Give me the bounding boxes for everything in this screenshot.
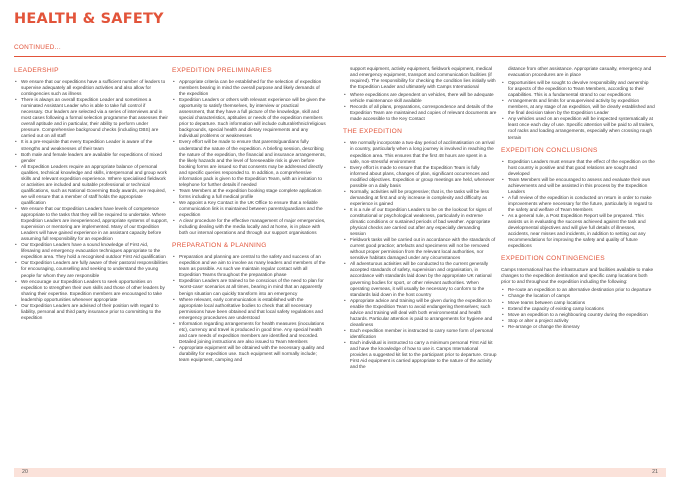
page-number-right: 21	[652, 469, 658, 475]
list-item: • Records of all plans, preparations, correspondence and details of the Expedition Team are maintained and copies of relevant documents are made accessible to the Key Contact	[343, 104, 497, 122]
leadership-list	[14, 79, 168, 321]
list-item: • We normally incorporate a two-day period of acclimatisation on arrival in country, particularly when a long journey is involved in reaching the expedition area. This ensures that the first 48 hours are spent in a safe, non-stressful environment	[343, 140, 497, 164]
list-item: • Each individual is instructed to carry a minimum personal First Aid kit and have the knowledge of how to use it. Camps International provides a suggested kit list to the participant prior to departure. Group First Aid equipment is carried appropriate to the nature of the activity and the	[343, 340, 497, 370]
section-heading-contingencies: EXPEDITION CONTINGENCIES	[501, 255, 605, 263]
list-item: • Preparation and planning are central to the safety and success of an expedition and we aim to involve as many leaders and members of the team as possible. As such we maintain regular contact with all Expedition Teams throughout the preparation phase	[172, 254, 326, 278]
list-item: • Team Members at the expedition booking stage complete application forms including a full medical profile	[172, 188, 326, 200]
page-title: HEALTH & SAFETY	[14, 11, 164, 27]
list-item: • Expedition Leaders are trained to be conscious of the need to plan for 'worst-case' scenarios at all times, bearing in mind that an apparently benign situation can quickly transform into an emergency	[172, 278, 326, 296]
list-item: • A clear procedure for the effective management of major emergencies, including dealing with the media locally and at home, is in place with both our internal operations and through our support organisations	[172, 218, 326, 236]
list-item: • Where relevant, early communication is established with the appropriate local authoritative bodies to check that all necessary permissions have been obtained and that local safety regulations and emergency procedures are understood	[172, 297, 326, 321]
list-item: • We ensure that our Expedition Leaders have levels of competence appropriate to the tasks that they will be required to undertake. Where Expedition Leaders are inexperienced, appropriate systems of support, supervision or mentoring are implemented. Many of our Expedition Leaders will have gained experience in an assistant capacity before assuming full responsibility for an expedition	[14, 206, 168, 242]
list-item: • Every effort will be made to ensure that parents/guardians fully understand the nature of the expedition. A briefing session, describing the nature of the expedition, the financial and insurance arrangements, the likely hazards and the level of foreseeable risk is given before booking forms are issued so that consents may be addressed directly and specific queries responded to. In addition, a comprehensive information pack is given to the Expedition Team, with an invitation to telephone for further details if needed	[172, 139, 326, 187]
page-subtitle: CONTINUED...	[14, 44, 61, 51]
list-item: • Change the location of camps	[501, 293, 655, 299]
section-heading-conclusions: EXPEDITION CONCLUSIONS	[501, 146, 598, 154]
list-item: • Information regarding arrangements for health measures (inoculations etc), currency and travel is produced in good time. Any special health and care needs of expedition members are identified and recorded. Detailed joining instructions are also issued to Team Members	[172, 321, 326, 345]
list-item: • Re-route an expedition to an alternative destination prior to departure	[501, 287, 655, 293]
column-conclusions	[501, 66, 655, 330]
column-leadership	[14, 66, 168, 321]
list-item: • Our Expedition Leaders are fully aware of their pastoral responsibilities for encouraging, counselling and seeking to understand the young people for whom they are responsible	[14, 260, 168, 278]
list-item: • Each expedition member is instructed to carry some form of personal identification	[343, 328, 497, 340]
list-item: • Appropriate equipment will be obtained with the necessary quality and durability for expedition use. Such equipment will normally include; team equipment, camping and	[172, 345, 326, 363]
column-preliminaries	[172, 66, 326, 363]
list-item: • Any vehicles used on an expedition will be inspected systematically at least once each day of use. Specific attention will be paid to all trailers, roof racks and loading arrangements, especially when crossing rough terrain	[501, 116, 655, 140]
list-item: • Opportunities will be sought to devolve responsibility and ownership for aspects of the expedition to Team Members, according to their capabilities. This is a fundamental strand to our expeditions	[501, 80, 655, 98]
header-divider	[14, 56, 666, 57]
list-item: • Every effort is made to ensure that the Expedition Team is fully informed about plans, changes of plan, significant occurrences and modified objectives. Expedition or group meetings are held, whenever possible on a daily basis	[343, 165, 497, 189]
list-item: • Appropriate criteria can be established for the selection of expedition members bearing in mind the overall purpose and likely demands of the expedition	[172, 79, 326, 97]
list-item: • Both male and female leaders are available for expeditions of mixed gender	[14, 152, 168, 164]
list-item: • Move teams between camp locations	[501, 300, 655, 306]
equipment-list	[343, 92, 497, 122]
list-item: • We appoint a Key Contact in the UK Office to ensure that a reliable communication link is maintained between parents/guardians and the expedition	[172, 200, 326, 218]
section-heading-preliminaries: EXPEDITION PRELIMINARIES	[172, 67, 272, 74]
list-item: • Expedition Leaders must ensure that the effect of the expedition on the host country is positive and that good relations are sought and developed	[501, 159, 655, 177]
list-item: • It is a pre-requisite that every Expedition Leader is aware of the strengths and weaknesses of their team	[14, 139, 168, 151]
list-item: • Appropriate advice and training will be given during the expedition to enable the Expedition Team to avoid endangering themselves; such advice and training will deal with both environmental and health hazards. Particular attention is paid to arrangements for hygiene and cleanliness	[343, 298, 497, 328]
preparation-list	[172, 254, 326, 363]
conclusions-list	[501, 159, 655, 250]
list-item: • Re-arrange or change the itinerary	[501, 324, 655, 330]
list-item: • All adventurous activities will be conducted to the current generally accepted standards of safety, supervision and organisation, in accordance with standards laid down by the appropriate UK national governing bodies for sport, or other relevant authorities. When operating overseas, it will usually be necessary to conform to the standards laid down in the host country	[343, 261, 497, 297]
list-item: • Normally, activities will be progressive; that is, the tasks will be less demanding at first and only increase in complexity and difficulty as experience is gained	[343, 189, 497, 207]
list-item: • Where expeditions are dependent on vehicles, there will be adequate vehicle maintenance skill available	[343, 92, 497, 104]
continued-paragraph: distance from other assistance. Appropriate casualty, emergency and evacuation procedures are in place	[508, 66, 652, 78]
list-item: • Extend the capacity of existing camp locations	[501, 306, 655, 312]
list-item: • Move an expedition to a neighbouring country during the expedition	[501, 312, 655, 318]
continued-paragraph: support equipment, activity equipment, fieldwork equipment, medical and emergency equipment, transport and communication facilities (if required). The responsibility for checking the condition lies initially with the Expedition Leader and ultimately with Camps International	[350, 66, 496, 90]
list-item: • Fieldwork tasks will be carried out in accordance with the standards of current good practice; artefacts and specimens will not be removed without proper permission from the relevant local authorities, nor sensitive habitats damaged under any circumstances	[343, 237, 497, 261]
list-item: • We encourage our Expedition Leaders to seek opportunities on expedition to strengthen their own skills and those of other leaders by sharing their expertise. Expedition members are encouraged to take leadership opportunities whenever appropriate	[14, 279, 168, 303]
column-expedition	[343, 66, 497, 370]
list-item: • Our Expedition Leaders are advised of their position with regard to liability, personal and third party insurance prior to committing to the expedition	[14, 303, 168, 321]
list-item: • Arrangements and limits for unsupervised activity by expedition members, at any stage of an expedition, will be clearly established and the final decision taken by the Expedition Leader	[501, 98, 655, 116]
section-heading-leadership: LEADERSHIP	[14, 67, 59, 74]
list-item: • As a general rule, a Post Expedition Report will be prepared. This assists us in evaluating the success achieved against the task and developmental objectives and will give full details of illnesses, accidents, near misses and incidents, in addition to setting out any recommendations for improving the safety and quality of future expeditions	[501, 213, 655, 249]
list-item: • Expedition Leaders or others with relevant experience will be given the opportunity to satisfy themselves, by interview or practical assessment, that they have a full picture of the knowledge, skill and special characteristics, aptitudes or needs of the expedition members prior to departure. Such information will include cultural/ethnic/religious backgrounds, special health and dietary requirements and any individual problems or weaknesses	[172, 97, 326, 139]
list-item: • A full review of the expedition is conducted on return in order to make improvements where necessary for the future, particularly in regard to the safety and welfare of Team Members	[501, 195, 655, 213]
supervision-list	[501, 80, 655, 140]
contingencies-paragraph: Camps International has the infrastructure and facilities available to make changes to the expedition destination and specific camp locations both prior to and throughout the expedition including the following:	[501, 267, 654, 285]
footer-bar	[14, 468, 666, 477]
list-item: • Stop or alter a project activity	[501, 318, 655, 324]
list-item: • There is always an overall Expedition Leader and sometimes a nominated Assistant Leader who is able to take full control if necessary. Our leaders are selected via a series of interviews and in most cases following a formal selection programme that assesses their overall aptitude and in particular, their ability to perform under pressure. Comprehensive background checks (including DBS) are carried out on all staff	[14, 97, 168, 139]
preliminaries-list	[172, 79, 326, 236]
list-item: • It is a rule of our Expedition Leaders to be on the lookout for signs of constitutional or psychological weakness, particularly in extreme climatic conditions or sustained periods of bad weather. Appropriate physical checks are carried out after any especially demanding session	[343, 207, 497, 237]
list-item: • All Expedition Leaders require an appropriate balance of personal qualities, technical knowledge and skills, interpersonal and group work skills and relevant expedition experience. Where specialised fieldwork or activities are included and suitable professional or technical qualifications, such as National Governing Body awards, are required, we will ensure that a member of staff holds the appropriate qualification	[14, 164, 168, 206]
page-number-left: 20	[22, 469, 28, 475]
section-heading-expedition: THE EXPEDITION	[343, 128, 403, 136]
list-item: • Team Members will be encouraged to assess and evaluate their own achievements and will be assisted in this process by the Expedition Leaders	[501, 177, 655, 195]
list-item: • Our Expedition Leaders have a sound knowledge of First Aid, lifesaving and emergency evacuation techniques appropriate to the expedition area. They hold a recognised outdoor First Aid qualification	[14, 242, 168, 260]
list-item: • We ensure that our expeditions have a sufficient number of leaders to supervise adequately all expedition activities and also allow for contingencies such as illness	[14, 79, 168, 97]
expedition-list	[343, 140, 497, 370]
contingencies-list	[501, 287, 655, 329]
section-heading-preparation: PREPARATION & PLANNING	[172, 242, 267, 250]
